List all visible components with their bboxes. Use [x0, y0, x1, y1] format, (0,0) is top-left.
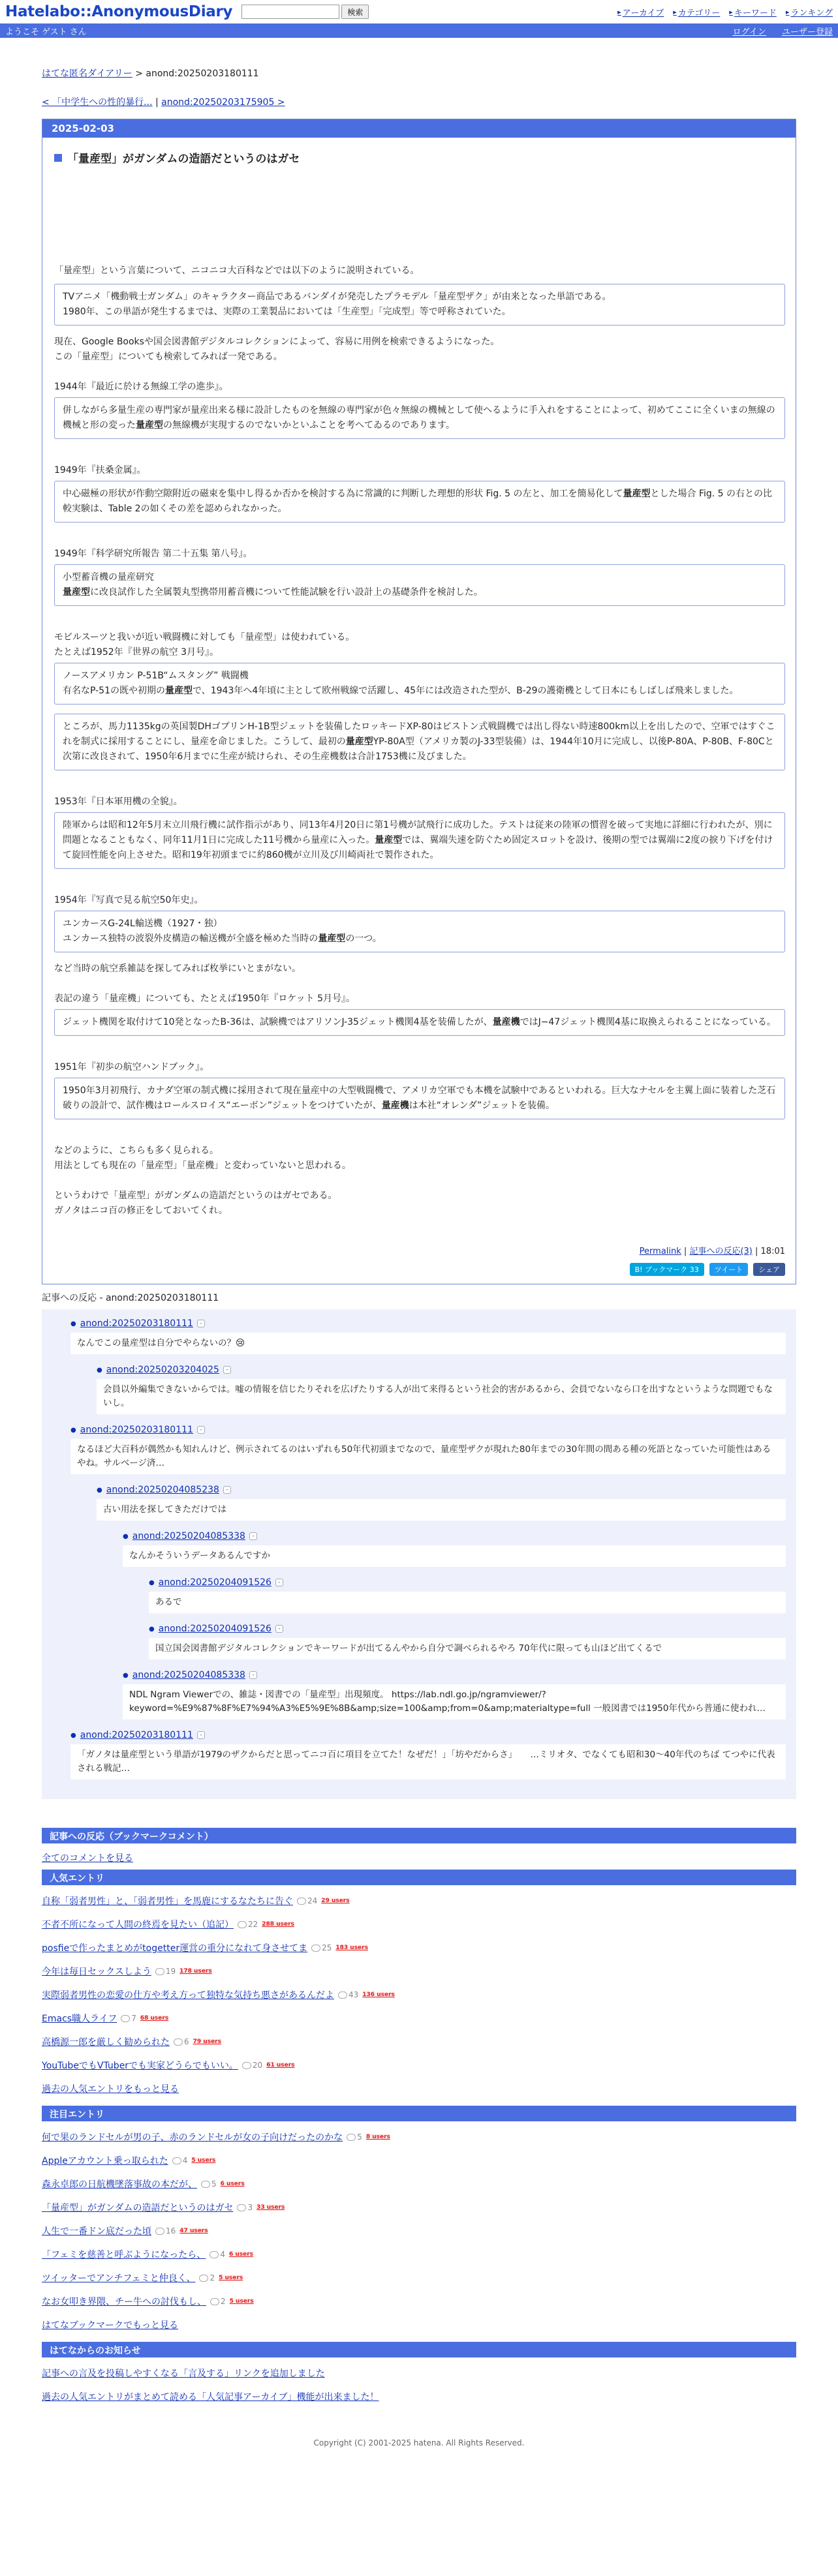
reaction-link[interactable]: anond:20250204091526: [158, 1577, 272, 1588]
reaction-item: [123, 1670, 786, 1720]
reaction-head: [97, 1485, 786, 1495]
comment-count: [311, 1943, 332, 1952]
nav-archive[interactable]: [617, 6, 664, 18]
entry-list-link[interactable]: 過去の人気エントリをもっと見る: [42, 2084, 179, 2095]
nav-label: キーワード: [734, 8, 777, 18]
entry-list-item: [42, 2270, 796, 2286]
paragraph: 用法としても現在の「量産型」「量産機」と変わっていないと思われる。: [54, 1160, 351, 1171]
paragraph: というわけで「量産型」がガンダムの造語だというのはガセである。: [54, 1190, 337, 1201]
users-badge[interactable]: 79 users: [193, 2038, 221, 2045]
comment-count-value: 5: [357, 2132, 362, 2142]
paragraph: この「量産型」についても検索してみれば一発である。: [54, 352, 283, 362]
popular-list: [42, 1893, 796, 2097]
nav-ranking[interactable]: [786, 6, 833, 18]
comment-count: [155, 1967, 176, 1976]
quote-bold: 量産型: [345, 736, 373, 747]
nav-label: カテゴリー: [677, 8, 721, 18]
comment-count: [210, 2297, 226, 2306]
comment-count-value: 22: [248, 1920, 258, 1929]
comment-count-value: 2: [221, 2297, 226, 2306]
comment-bubble-icon: [237, 2204, 246, 2211]
comment-count-value: 3: [247, 2203, 253, 2212]
comment-count-value: 43: [349, 1990, 359, 1999]
comment-count-value: 6: [184, 2037, 189, 2046]
paragraph: など当時の航空系雑誌を探してみれば枚挙にいとまがない。: [54, 963, 301, 974]
quote-text: ジェット機関を取付けて10発となったB-36は、試験機ではアリソンJ-35ジェット機関4基を装備したが、: [63, 1017, 493, 1027]
sep: |: [681, 1247, 690, 1256]
entry-list-link[interactable]: 自称「弱者男性」と、「弱者男性」を馬鹿にするなたちに告ぐ: [42, 1896, 293, 1907]
entry-list-link[interactable]: 実際弱者男性の恋愛の仕方や考え方って独特な気持ち悪さがあるんだよ: [42, 1990, 334, 2001]
comment-bubble-icon: [199, 2275, 208, 2282]
permalink[interactable]: Permalink: [639, 1247, 681, 1256]
reaction-link[interactable]: anond:20250204085338: [132, 1531, 245, 1541]
comment-bubble-icon: [347, 2134, 356, 2141]
pager: [42, 95, 796, 108]
comment-bubble-icon: [155, 2228, 164, 2235]
social-buttons: [42, 1263, 796, 1284]
reaction-item: [97, 1365, 786, 1414]
popular-title: 人気エントリ: [42, 1870, 796, 1885]
comment-count: [210, 2250, 225, 2259]
entry-list-item: [42, 2317, 796, 2333]
quote-text: 陸軍からは昭和12年5月末立川飛行機に試作指示があり、同13年4月20日に第1号機が試飛行に成功した。テストは従来の陸軍の慣習を破って実地に詳細に行われたが、別に問題となることもなく、同年11月1日に完成した11号機から量産に入った。: [63, 820, 773, 845]
reaction-item: [97, 1485, 786, 1521]
paragraph: 現在、Google Booksや国会図書館デジタルコレクションによって、容易に用例を検索できるようになった。: [54, 337, 500, 347]
entry-list-item: [42, 1917, 796, 1932]
reaction-body: NDL Ngram Viewerでの、雑誌・図書での「量産型」出現頻度。 https://lab.ndl.go.jp/ngramviewer/?keyword=%E9%87%8F%E7%94%A3%E5%9E%8B&amp;size=100&amp;from=0&amp;materialtype=full 一般図書では1950年代から普通に使われ…: [123, 1684, 786, 1720]
entry-list-link[interactable]: 高橋源一郎を厳しく勧められた: [42, 2037, 170, 2048]
comment-count-value: 24: [307, 1896, 318, 1905]
comment-count: [297, 1896, 317, 1905]
arrow-icon: ▸: [673, 7, 677, 16]
reaction-item: [149, 1577, 786, 1613]
comment-count: [172, 2156, 188, 2165]
quote-line: TVアニメ「機動戦士ガンダム」のキャラクター商品であるバンダイが発売したプラモデル「量産型ザク」が由来となった単語である。: [63, 292, 612, 302]
toggle-icon[interactable]: -: [197, 1426, 205, 1434]
reaction-head: [70, 1730, 786, 1740]
breadcrumb-home[interactable]: はてな匿名ダイアリー: [42, 68, 132, 79]
quote-line: ユンカースG-24L輸送機（1927・独）: [63, 918, 223, 929]
comment-bubble-icon: [172, 2157, 181, 2164]
reaction-body: なるほど大百科が偶然かも知れんけど、例示されてるのはいずれも50年代初頭までなので、量産型ザクが現れた80年までの30年間の間ある種の死語となっていた可能性はあるやね。サルベージ済…: [70, 1439, 786, 1474]
toggle-icon[interactable]: -: [197, 1320, 205, 1327]
entry-title: [54, 149, 785, 166]
quote-line: ノースアメリカン P-51B“ムスタング” 戦闘機: [63, 671, 249, 681]
top-nav: [617, 6, 833, 18]
reaction-link[interactable]: anond:20250203204025: [106, 1365, 219, 1375]
nav-label: アーカイブ: [622, 8, 664, 18]
comment-bubble-icon: [121, 2015, 130, 2022]
users-badge[interactable]: 183 users: [335, 1945, 368, 1951]
reaction-body: 「ガノタは量産型という単語が1979のザクからだと思ってニコ百に項目を立てた！なぜだ！」「坊やだからさ」 …ミリオタ、でなくても昭和30〜40年代のちば てつやに代表される戦記…: [70, 1744, 786, 1780]
quote-text: 中心磁極の形状が作動空隙附近の磁束を集中し得るか否かを検討する為に常識的に判断した理想的形状 Fig. 5 の左と、加工を簡易化して: [63, 489, 623, 499]
paragraph: モビルスーツと我いが近い戦闘機に対しても「量産型」は使われている。: [54, 632, 355, 643]
entry-list-link[interactable]: 人生で一番ドン底だった頃: [42, 2226, 151, 2237]
quote-bold: 量産型: [375, 835, 403, 845]
quote-text: ところが、馬力1135kgの英国製DHゴブリンH-1B型ジェットを装備したロッキードXP-80はピストン式戦闘機では出し得ない時速800km以上を出したので、空軍ではすぐこれを制式に採用することにし、量産を命じました。こうして、最初の: [63, 721, 775, 747]
entry-list-link[interactable]: Emacs職人ライフ: [42, 2014, 117, 2024]
toggle-icon[interactable]: -: [223, 1486, 231, 1494]
entry-list-link[interactable]: 「フェミを慈善と呼ぶようになったら、: [42, 2250, 206, 2260]
quote-text: 1950年3月初飛行、カナダ空軍の制式機に採用されて現在量産中の大型戦闘機で、アメリカ空軍でも本機を試験中であるといわれる。巨大なナセルを主翼上面に装着した芝石破りの設計で、試作機はロールスロイス“エーボン”ジェットをつけていたが、: [63, 1085, 776, 1111]
entry-body: [42, 264, 796, 1244]
comment-bubble-icon: [210, 2251, 219, 2258]
reaction-head: [123, 1670, 786, 1680]
quote-text: 併しながら多量生産の専門家が量産出来る様に設計したものを無線の専門家が色々無線の機械として使へるように手入れをすることによって、初めてここに全くいまの無線の機械と形の変った: [63, 405, 775, 431]
reaction-body: あるで: [149, 1592, 786, 1613]
entry-list-link[interactable]: ツイッターでアンチフェミと仲良く、: [42, 2273, 196, 2284]
quote-text: は本社“オレンダ”ジェットを装備。: [409, 1100, 555, 1111]
quote-text: とした場合 Fig. 5 の右との比較実験は、Table 2の如くその差を認められなかった。: [63, 489, 773, 514]
users-badge[interactable]: 29 users: [321, 1898, 350, 1904]
quote: [54, 481, 785, 523]
source-title: 1949年『科学研究所報告 第二十五集 第八号』。: [54, 549, 253, 559]
reaction-head: [123, 1531, 786, 1541]
comment-bubble-icon: [210, 2298, 219, 2305]
entry-date: 2025-02-03: [42, 119, 796, 138]
users-badge[interactable]: 47 users: [179, 2228, 208, 2234]
bullet-icon: ●: [70, 1426, 76, 1434]
reaction-body: 会員以外編集できないからでは。嘘の情報を信じたりそれを広げたりする人が出て来得るという社会的害があるから、会員でないなら口を出すなというような問題でもないし。: [97, 1379, 786, 1414]
pager-sep: |: [152, 97, 162, 108]
comment-count: [199, 2273, 215, 2282]
reactions-tree: [42, 1309, 796, 1799]
entry-list-item: [42, 1963, 796, 1979]
paragraph: ガノタはニコ百の修正をしておいてくれ。: [54, 1205, 228, 1216]
tweet-button[interactable]: ツイート: [709, 1263, 748, 1276]
quote-bold: 量産型: [63, 587, 90, 598]
quote: [54, 1078, 785, 1119]
reaction-head: [149, 1624, 786, 1634]
entry-list-item: [42, 1940, 796, 1956]
reaction-item: [70, 1425, 786, 1474]
comment-bubble-icon: [155, 1968, 164, 1975]
entry-list-item: [42, 2034, 796, 2050]
comment-count-value: 2: [210, 2273, 215, 2282]
quote-text: では、翼端失速を防ぐため固定スロットを設け、後期の型では翼端に2度の捩り下げを付けて旋回性能を向上させた。昭和19年初頭までに約860機が立川及び川崎両社で製作された。: [63, 835, 773, 860]
user-bar: [0, 23, 838, 38]
reaction-item: [123, 1531, 786, 1567]
featured-list: [42, 2129, 796, 2333]
comment-bubble-icon: [242, 2062, 251, 2069]
entry-list-link[interactable]: Appleアカウント乗っ取られた: [42, 2156, 168, 2166]
top-bar: [0, 0, 838, 23]
quote-text: に改良試作した全属製丸型携帯用蓄音機について性能試験を行い設計上の基礎条件を検討した。: [90, 587, 483, 598]
quote: [54, 1009, 785, 1036]
entry-list-item: [42, 2200, 796, 2215]
reaction-link[interactable]: anond:20250203180111: [80, 1730, 193, 1740]
reaction-link[interactable]: anond:20250203180111: [80, 1318, 193, 1329]
entry-list-item: [42, 1893, 796, 1909]
users-badge[interactable]: 5 users: [219, 2275, 243, 2281]
comment-count-value: 25: [322, 1943, 332, 1952]
bullet-icon: ●: [70, 1731, 76, 1739]
comment-count: [174, 2037, 189, 2046]
entry-list-item: [42, 2176, 796, 2192]
comment-count: [155, 2226, 176, 2235]
bullet-icon: ●: [70, 1320, 76, 1327]
entry-list-link[interactable]: 「量産型」がガンダムの造語だというのはガセ: [42, 2203, 234, 2213]
quote: [54, 397, 785, 439]
comment-count: [238, 1920, 258, 1929]
comment-count: [338, 1990, 358, 1999]
quote: [54, 911, 785, 952]
users-badge[interactable]: 61 users: [266, 2062, 295, 2068]
quote-text: ユンカース独特の波裂外皮構造の輸送機が全盛を極めた当時の: [63, 933, 318, 944]
register-link[interactable]: ユーザー登録: [781, 27, 833, 37]
entry-footer: [42, 1244, 796, 1263]
comment-bubble-icon: [297, 1898, 306, 1905]
paragraph: 表記の違う「量産機」についても、たとえば1950年『ロケット 5月号』。: [54, 993, 356, 1004]
paragraph: などのように、こちらも多く見られる。: [54, 1145, 219, 1156]
reaction-head: [149, 1577, 786, 1588]
users-badge[interactable]: 8 users: [365, 2134, 390, 2140]
reaction-body: なんかそういうデータあるんですか: [123, 1545, 786, 1567]
reaction-item: [70, 1318, 786, 1354]
hatena-bookmark-button[interactable]: B! ブックマーク 33: [630, 1263, 704, 1276]
bullet-icon: ●: [149, 1625, 155, 1633]
users-badge[interactable]: 5 users: [191, 2157, 216, 2164]
arrow-icon: ▸: [785, 7, 790, 16]
arrow-icon: ▸: [729, 7, 733, 16]
bullet-icon: ●: [149, 1579, 155, 1586]
breadcrumb-sep: >: [132, 68, 146, 79]
arrow-icon: ▸: [617, 7, 621, 16]
bullet-icon: ●: [123, 1671, 129, 1679]
users-badge[interactable]: 136 users: [362, 1992, 395, 1998]
toggle-icon[interactable]: -: [249, 1532, 257, 1540]
entry-list-link[interactable]: 何で果のランドセルが男の子、赤のランドセルが女の子向けだったのかな: [42, 2132, 343, 2143]
comment-count-value: 4: [182, 2156, 188, 2165]
quote-text: 有名なP-51の既や初期の: [63, 686, 166, 696]
source-title: 1944年『最近に於ける無線工学の進歩』。: [54, 382, 228, 392]
quote-line: 1980年、この単語が発生するまでは、実際の工業製品においては「生産型」「完成型」等で呼称されていた。: [63, 307, 511, 317]
next-entry-link[interactable]: anond:20250203175905 >: [161, 97, 285, 108]
entry-list-link[interactable]: posfieで作ったまとめがtogetter運営の重分になれて身させてま: [42, 1943, 308, 1954]
notice-link[interactable]: 過去の人気エントリがまとめて読める「人気記事アーカイブ」機能が出来ました！: [42, 2392, 379, 2402]
comment-bubble-icon: [311, 1945, 320, 1952]
users-badge[interactable]: 5 users: [229, 2298, 254, 2305]
paragraph: 「量産型」という言葉について、ニコニコ大百科などでは以下のように説明されている。: [54, 265, 420, 276]
sep: |: [752, 1247, 761, 1256]
entry-list-link[interactable]: YouTubeでもVTuberでも実家どうらでもいい。: [42, 2061, 238, 2071]
reaction-link[interactable]: anond:20250204085338: [132, 1670, 245, 1680]
entry-list-link[interactable]: はてなブックマークでもっと見る: [42, 2320, 179, 2331]
quote-bold: 量産機: [492, 1017, 520, 1027]
quote: [54, 564, 785, 606]
comment-count: [121, 2014, 136, 2023]
search-input[interactable]: [241, 5, 339, 19]
entry-list-item: [42, 1987, 796, 2003]
quote-text: ではJ−47ジェット機関4基に取換えられることになっている。: [520, 1017, 776, 1027]
quote-text: で、1943年へ4年頃に主として欧州戦線で活躍し、45年には改造された型が、B-29の護衛機として日本にもしばしば飛来しました。: [193, 686, 739, 696]
entry-list-link[interactable]: なお女叩き界隈、チー牛への討伐もし、: [42, 2297, 206, 2307]
reaction-head: [70, 1318, 786, 1329]
entry-list-item: [42, 2057, 796, 2073]
quote-bold: 量産型: [623, 489, 651, 499]
breadcrumb: [42, 67, 796, 80]
quote: [54, 663, 785, 705]
reaction-count-link[interactable]: 記事への反応(3): [689, 1247, 753, 1256]
source-title: 1954年『写真で見る航空50年史』。: [54, 895, 204, 905]
facebook-share-button[interactable]: シェア: [753, 1263, 785, 1276]
notice-link[interactable]: 記事への言及を投稿しやすくなる「言及する」リンクを追加しました: [42, 2369, 325, 2379]
comment-bubble-icon: [174, 2038, 183, 2046]
quote-bold: 量産型: [165, 686, 193, 696]
users-badge[interactable]: 33 users: [256, 2204, 285, 2211]
site-logo[interactable]: Hatelabo::AnonymousDiary: [5, 3, 233, 20]
reaction-link[interactable]: anond:20250204085238: [106, 1485, 219, 1495]
comment-count: [242, 2061, 262, 2070]
nav-keyword[interactable]: [729, 6, 777, 18]
comment-count-value: 20: [252, 2061, 263, 2070]
footer: Copyright (C) 2001-2025 hatena. All Rights Reserved.: [313, 2438, 525, 2447]
source-title: 1951年『初歩の航空ハンドブック』。: [54, 1062, 210, 1072]
entry-list-item: [42, 2153, 796, 2168]
quote: [54, 812, 785, 869]
toggle-icon[interactable]: -: [275, 1579, 283, 1586]
search-button[interactable]: 検索: [341, 5, 369, 19]
main-content: [0, 67, 838, 2458]
reaction-head: [70, 1425, 786, 1435]
comment-bubble-icon: [238, 1921, 247, 1928]
reaction-link[interactable]: anond:20250204091526: [158, 1624, 272, 1634]
quote: [54, 714, 785, 770]
quote-text: の無線機が実現するのでないかといふことを考へてゐるのであります。: [163, 420, 455, 431]
users-badge[interactable]: 288 users: [262, 1921, 294, 1928]
paragraph: たとえば1952年『世界の航空 3月号』。: [54, 647, 219, 658]
comment-count-value: 4: [220, 2250, 225, 2259]
prev-entry-link[interactable]: < 「中学生への性的暴行...: [42, 97, 153, 108]
comment-bubble-icon: [338, 1992, 347, 1999]
reaction-body: 古い用法を探してきただけでは: [97, 1499, 786, 1521]
comment-count: [237, 2203, 253, 2212]
entry-list-link[interactable]: 不者不所になって人間の終焉を見たい（追記）: [42, 1920, 234, 1930]
notices-title: はてなからのお知らせ: [42, 2342, 796, 2357]
breadcrumb-current: anond:20250203180111: [146, 68, 259, 79]
toggle-icon[interactable]: -: [275, 1625, 283, 1633]
all-comments-link[interactable]: 全てのコメントを見る: [42, 1853, 133, 1864]
users-badge[interactable]: 178 users: [179, 1968, 212, 1975]
comment-count-value: 5: [211, 2179, 217, 2189]
quote-bold: 量産型: [318, 933, 346, 944]
reaction-item: [70, 1730, 786, 1780]
users-badge[interactable]: 68 users: [140, 2015, 169, 2022]
comment-count-value: 16: [166, 2226, 176, 2235]
toggle-icon[interactable]: -: [249, 1671, 257, 1679]
comment-count: [347, 2132, 362, 2142]
quote: [54, 284, 785, 326]
toggle-icon[interactable]: -: [223, 1366, 231, 1374]
reactions-title: 記事への反応 - anond:20250203180111: [42, 1293, 219, 1303]
quote-text: YP-80A型（アメリカ製のJ-33型装備）は、1944年10月に完成し、以後P-80A、P-80B、F-80Cと次第に改良されて、1950年6月までに生産が続けられ、その生産機数は合計1753機に及びました。: [63, 736, 774, 762]
users-badge[interactable]: 6 users: [220, 2181, 245, 2187]
bookmark-comments-title: 記事への反応（ブックマークコメント）: [42, 1828, 796, 1843]
entry-list-item: [42, 2010, 796, 2026]
comment-bubble-icon: [201, 2181, 210, 2188]
entry-list-item: [42, 2294, 796, 2309]
nav-category[interactable]: [673, 6, 720, 18]
entry-list-item: [42, 2223, 796, 2239]
toggle-icon[interactable]: -: [197, 1731, 205, 1739]
reaction-head: [97, 1365, 786, 1375]
bullet-icon: ●: [97, 1366, 102, 1374]
comment-count-value: 19: [165, 1967, 176, 1976]
entry-list-item: [42, 2081, 796, 2097]
reaction-item: [149, 1624, 786, 1659]
bullet-icon: ●: [123, 1532, 129, 1540]
reaction-body: なんでこの量産型は自分でやらないの？😢: [70, 1333, 786, 1354]
comment-count-value: 7: [131, 2014, 136, 2023]
login-link[interactable]: ログイン: [732, 27, 766, 37]
quote-line: 小型蓄音機の量産研究: [63, 572, 154, 583]
bullet-icon: ●: [97, 1486, 102, 1494]
quote-bold: 量産型: [136, 420, 163, 431]
users-badge[interactable]: 6 users: [228, 2251, 254, 2258]
entry-list-item: [42, 2247, 796, 2262]
source-title: 1953年『日本軍用機の全貌』。: [54, 796, 183, 807]
entry-list-link[interactable]: 森永卓郎の日航機墜落事故の本だが、: [42, 2179, 197, 2190]
entry-list-item: [42, 2129, 796, 2145]
quote-text: の一つ。: [345, 933, 382, 944]
reaction-body: 国立国会図書館デジタルコレクションでキーワードが出てるんやから自分で調べられるやろ 70年代に限っても山ほど出てくるで: [149, 1638, 786, 1659]
reaction-link[interactable]: anond:20250203180111: [80, 1425, 193, 1435]
featured-title: 注目エントリ: [42, 2106, 796, 2121]
nav-label: ランキング: [790, 8, 833, 18]
welcome-text: ようこそ ゲスト さん: [5, 27, 87, 37]
entry-title-text: 「量産型」がガンダムの造語だというのはガセ: [67, 153, 300, 166]
entry: [42, 119, 796, 1284]
entry-time: 18:01: [760, 1247, 785, 1256]
comment-count: [201, 2179, 217, 2189]
entry-list-link[interactable]: 今年は毎日セックスしよう: [42, 1967, 151, 1977]
title-square-icon: [54, 154, 62, 162]
quote-bold: 量産機: [381, 1100, 409, 1111]
source-title: 1949年『扶桑金属』。: [54, 465, 146, 476]
